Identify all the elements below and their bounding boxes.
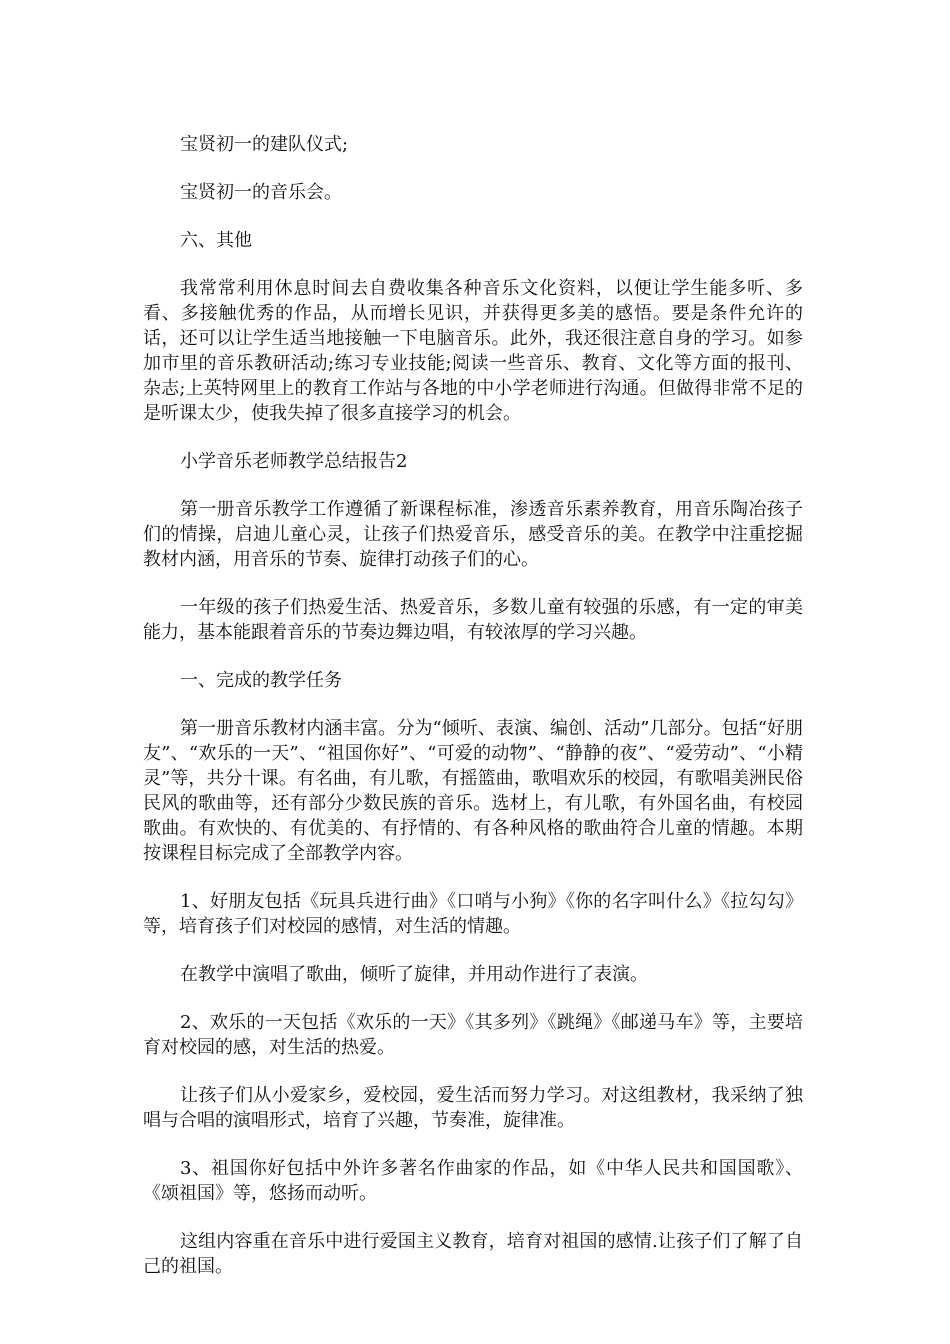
paragraph: 这组内容重在音乐中进行爱国主义教育，培育对祖国的感情.让孩子们了解了自己的祖国。	[143, 1231, 803, 1277]
paragraph: 我常常利用休息时间去自费收集各种音乐文化资料，以便让学生能多听、多看、多接触优秀的作品，从而增长见识，并获得更多美的感悟。要是条件允许的话，还可以让学生适当地接触一下电脑音乐。此外，我还很注意自身的学习。如参加市里的音乐教研活动;练习专业技能;阅读一些音乐、教育、文化等方面的报刊、杂志;上英特网里上的教育工作站与各地的中小学老师进行沟通。但做得非常不足的是听课太少，使我失掉了很多直接学习的机会。	[143, 278, 803, 424]
paragraph: 第一册音乐教材内涵丰富。分为“倾听、表演、编创、活动”几部分。包括“好朋友”、“欢乐的一天”、“祖国你好”、“可爱的动物”、“静静的夜”、“爱劳动”、“小精灵”等，共分十课。有名曲，有儿歌，有摇篮曲，歌唱欢乐的校园，有歌唱美洲民俗民风的歌曲等，还有部分少数民族的音乐。选材上，有儿歌，有外国名曲，有校园歌曲。有欢快的、有优美的、有抒情的、有各种风格的歌曲符合儿童的情趣。本期按课程目标完成了全部教学内容。	[143, 718, 803, 864]
paragraph: 3、祖国你好包括中外许多著名作曲家的作品，如《中华人民共和国国歌》、《颂祖国》等，悠扬而动听。	[143, 1158, 803, 1204]
section-heading: 一、完成的教学任务	[180, 670, 342, 691]
paragraph: 宝贤初一的音乐会。	[180, 182, 342, 203]
section-heading: 六、其他	[180, 230, 252, 251]
paragraph: 第一册音乐教学工作遵循了新课程标准，渗透音乐素养教育，用音乐陶冶孩子们的情操，启迪儿童心灵，让孩子们热爱音乐，感受音乐的美。在教学中注重挖掘教材内涵，用音乐的节奏、旋律打动孩子们的心。	[143, 499, 803, 570]
paragraph: 1、好朋友包括《玩具兵进行曲》《口哨与小狗》《你的名字叫什么》《拉勾勾》等，培育孩子们对校园的感情，对生活的情趣。	[143, 891, 803, 937]
report-title: 小学音乐老师教学总结报告2	[180, 451, 408, 472]
paragraph: 一年级的孩子们热爱生活、热爱音乐，多数儿童有较强的乐感，有一定的审美能力，基本能跟着音乐的节奏边舞边唱，有较浓厚的学习兴趣。	[143, 597, 803, 643]
paragraph: 让孩子们从小爱家乡，爱校园，爱生活而努力学习。对这组教材，我采纳了独唱与合唱的演唱形式，培育了兴趣，节奏准，旋律准。	[143, 1085, 803, 1131]
paragraph: 在教学中演唱了歌曲，倾听了旋律，并用动作进行了表演。	[180, 964, 648, 985]
paragraph: 2、欢乐的一天包括《欢乐的一天》《其多列》《跳绳》《邮递马车》等，主要培育对校园的感，对生活的热爱。	[143, 1012, 803, 1058]
paragraph: 宝贤初一的建队仪式;	[180, 134, 349, 155]
document-page	[143, 132, 803, 1279]
